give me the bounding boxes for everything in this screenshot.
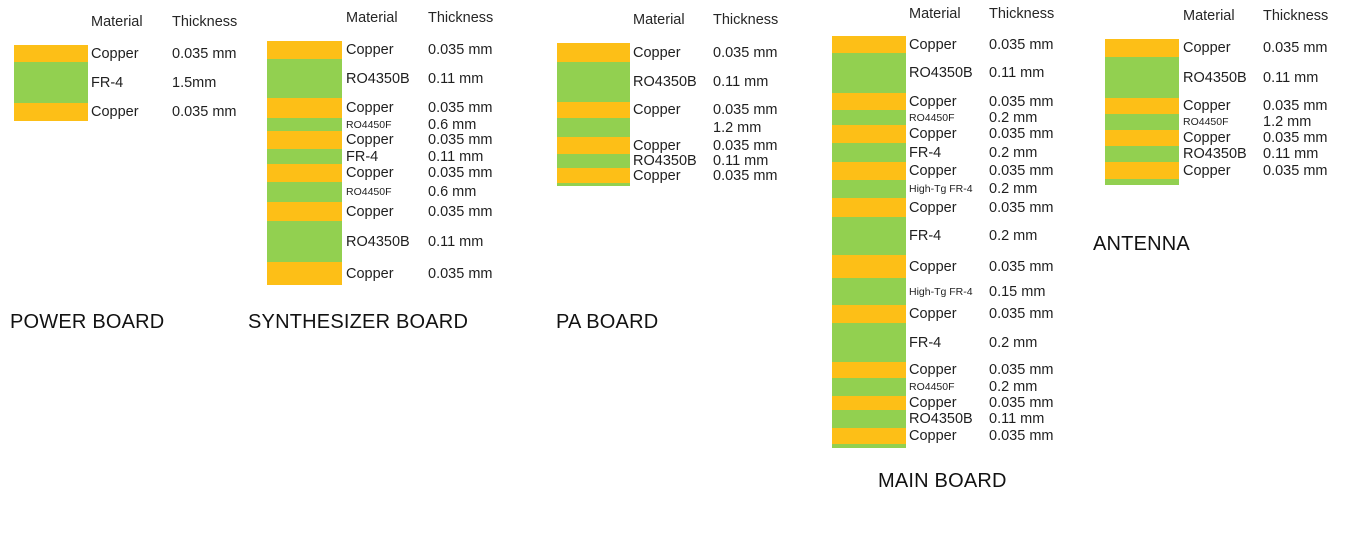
column-header-thickness: Thickness [713,12,779,28]
material-label: High-Tg FR-4 [909,183,973,195]
material-label: Copper [909,258,957,275]
layer-stack [832,36,906,448]
material-label: Copper [909,306,957,322]
layer-copper [832,162,906,180]
layer-dielectric [832,143,906,162]
thickness-value: 0.035 mm [428,100,493,116]
layer-copper [832,305,906,323]
thickness-value: 0.035 mm [1263,98,1328,114]
material-label: Copper [1183,98,1231,114]
layer-dielectric [267,221,342,262]
material-label: Copper [91,104,139,120]
board-title-power-board: POWER BOARD [10,311,165,333]
layer-copper [832,396,906,410]
thickness-value: 0.035 mm [713,167,778,184]
material-label: RO4350B [633,153,697,169]
layer-dielectric [267,118,342,131]
material-label: RO4450F [1183,116,1229,128]
column-header-material: Material [909,6,961,22]
thickness-value: 0.2 mm [989,228,1038,244]
layer-copper [832,255,906,278]
layer-dielectric [832,378,906,396]
thickness-value: 0.6 mm [428,116,477,133]
column-header-material: Material [1183,8,1235,24]
board-title-main-board: MAIN BOARD [878,470,1007,492]
material-label: Copper [909,395,957,411]
thickness-value: 0.15 mm [989,283,1046,300]
thickness-value: 0.035 mm [428,203,493,220]
thickness-value: 1.2 mm [1263,114,1312,130]
layer-stack [557,43,630,186]
layer-dielectric [557,62,630,102]
layer-dielectric [832,53,906,93]
thickness-value: 0.11 mm [428,70,484,87]
material-label: Copper [346,132,394,148]
material-label: High-Tg FR-4 [909,285,973,298]
material-label: RO4350B [346,70,410,87]
material-label: Copper [909,36,957,53]
layer-dielectric [832,444,906,448]
thickness-value: 0.11 mm [1263,146,1319,162]
layer-copper [267,202,342,221]
thickness-value: 0.035 mm [713,44,778,61]
material-label: Copper [633,44,681,61]
material-label: Copper [909,163,957,179]
thickness-value: 0.035 mm [1263,162,1328,179]
material-label: Copper [346,42,394,58]
layer-dielectric [832,323,906,362]
thickness-value: 0.11 mm [989,65,1045,81]
thickness-value: 0.035 mm [1263,130,1328,146]
material-label: Copper [346,203,394,220]
layer-copper [267,41,342,59]
thickness-value: 0.035 mm [989,36,1054,53]
material-label: Copper [91,45,139,62]
thickness-value: 0.11 mm [1263,69,1319,86]
layer-copper [267,164,342,182]
thickness-value: 0.035 mm [989,362,1054,378]
board-title-antenna: ANTENNA [1093,233,1190,255]
layer-copper [832,36,906,53]
thickness-value: 0.035 mm [428,42,493,58]
layer-dielectric [832,278,906,305]
layer-copper [267,262,342,285]
layer-copper [832,362,906,378]
thickness-value: 1.5mm [172,74,217,91]
column-header-material: Material [91,14,143,30]
thickness-value: 0.035 mm [989,93,1054,110]
column-header-thickness: Thickness [428,10,494,26]
layer-stack [14,45,88,121]
layer-dielectric [267,149,342,164]
layer-stack [1105,39,1179,185]
material-label: RO4350B [1183,146,1247,162]
layer-dielectric [557,154,630,168]
layer-dielectric [267,59,342,98]
layer-dielectric [267,182,342,202]
material-label: RO4350B [909,411,973,427]
thickness-value: 0.2 mm [989,109,1038,126]
thickness-value: 0.035 mm [989,428,1054,444]
thickness-value: 0.035 mm [1263,40,1328,56]
material-label: FR-4 [909,334,942,351]
material-label: Copper [346,265,394,282]
thickness-value: 0.11 mm [428,233,484,250]
material-label: Copper [909,199,957,216]
layer-dielectric [832,180,906,198]
material-label: FR-4 [909,228,942,244]
material-label: FR-4 [346,148,379,165]
layer-copper [557,102,630,118]
layer-copper [14,45,88,62]
board-title-synthesizer-board: SYNTHESIZER BOARD [248,311,469,333]
column-header-material: Material [346,10,398,26]
board-title-pa-board: PA BOARD [556,311,659,333]
layer-dielectric [832,217,906,255]
thickness-value: 0.035 mm [989,163,1054,179]
thickness-value: 0.11 mm [989,411,1045,427]
layer-dielectric [1105,179,1179,185]
column-header-material: Material [633,12,685,28]
material-label: RO4350B [1183,69,1247,86]
thickness-value: 0.2 mm [989,334,1038,351]
material-label: RO4450F [909,381,955,393]
material-label: RO4350B [909,65,973,81]
thickness-value: 0.6 mm [428,184,477,200]
layer-dielectric [557,118,630,137]
material-label: Copper [633,102,681,118]
material-label: RO4450F [909,111,955,124]
material-label: Copper [346,165,394,181]
column-header-thickness: Thickness [172,14,238,30]
thickness-value: 0.2 mm [989,181,1038,197]
thickness-value: 0.035 mm [989,199,1054,216]
material-label: Copper [1183,130,1231,146]
layer-copper [1105,162,1179,179]
layer-stack [267,41,342,285]
thickness-value: 0.035 mm [172,104,237,120]
layer-copper [832,125,906,143]
thickness-value: 0.035 mm [989,126,1054,142]
thickness-value: 0.035 mm [989,306,1054,322]
material-label: RO4450F [346,118,392,131]
material-label: Copper [633,137,681,154]
material-label: Copper [909,428,957,444]
layer-copper [14,103,88,121]
layer-dielectric [1105,114,1179,130]
material-label: FR-4 [91,74,124,91]
material-label: Copper [1183,162,1231,179]
thickness-value: 0.11 mm [428,148,484,165]
thickness-value: 1.2 mm [713,119,762,136]
thickness-value: 0.035 mm [428,132,493,148]
thickness-value: 0.035 mm [713,102,778,118]
material-label: Copper [1183,40,1231,56]
layer-copper [832,198,906,217]
layer-dielectric [14,62,88,103]
thickness-value: 0.2 mm [989,144,1038,161]
layer-copper [557,168,630,183]
layer-copper [267,131,342,149]
layer-dielectric [832,110,906,125]
material-label: FR-4 [909,144,942,161]
layer-dielectric [1105,57,1179,98]
layer-dielectric [557,183,630,186]
layer-copper [557,43,630,62]
thickness-value: 0.2 mm [989,379,1038,395]
thickness-value: 0.11 mm [713,153,769,169]
material-label: Copper [346,100,394,116]
material-label: Copper [909,362,957,378]
thickness-value: 0.035 mm [172,45,237,62]
layer-copper [832,428,906,444]
material-label: RO4450F [346,186,392,198]
layer-copper [1105,98,1179,114]
material-label: Copper [909,93,957,110]
material-label: RO4350B [633,74,697,90]
material-label: Copper [909,126,957,142]
layer-copper [267,98,342,118]
thickness-value: 0.035 mm [428,265,493,282]
layer-copper [1105,130,1179,146]
thickness-value: 0.035 mm [428,165,493,181]
thickness-value: 0.035 mm [989,395,1054,411]
thickness-value: 0.11 mm [713,74,769,90]
layer-dielectric [1105,146,1179,162]
thickness-value: 0.035 mm [713,137,778,154]
thickness-value: 0.035 mm [989,258,1054,275]
layer-copper [1105,39,1179,57]
column-header-thickness: Thickness [989,6,1055,22]
material-label: RO4350B [346,233,410,250]
column-header-thickness: Thickness [1263,8,1329,24]
layer-copper [557,137,630,154]
layer-dielectric [832,410,906,428]
material-label: Copper [633,167,681,184]
layer-copper [832,93,906,110]
